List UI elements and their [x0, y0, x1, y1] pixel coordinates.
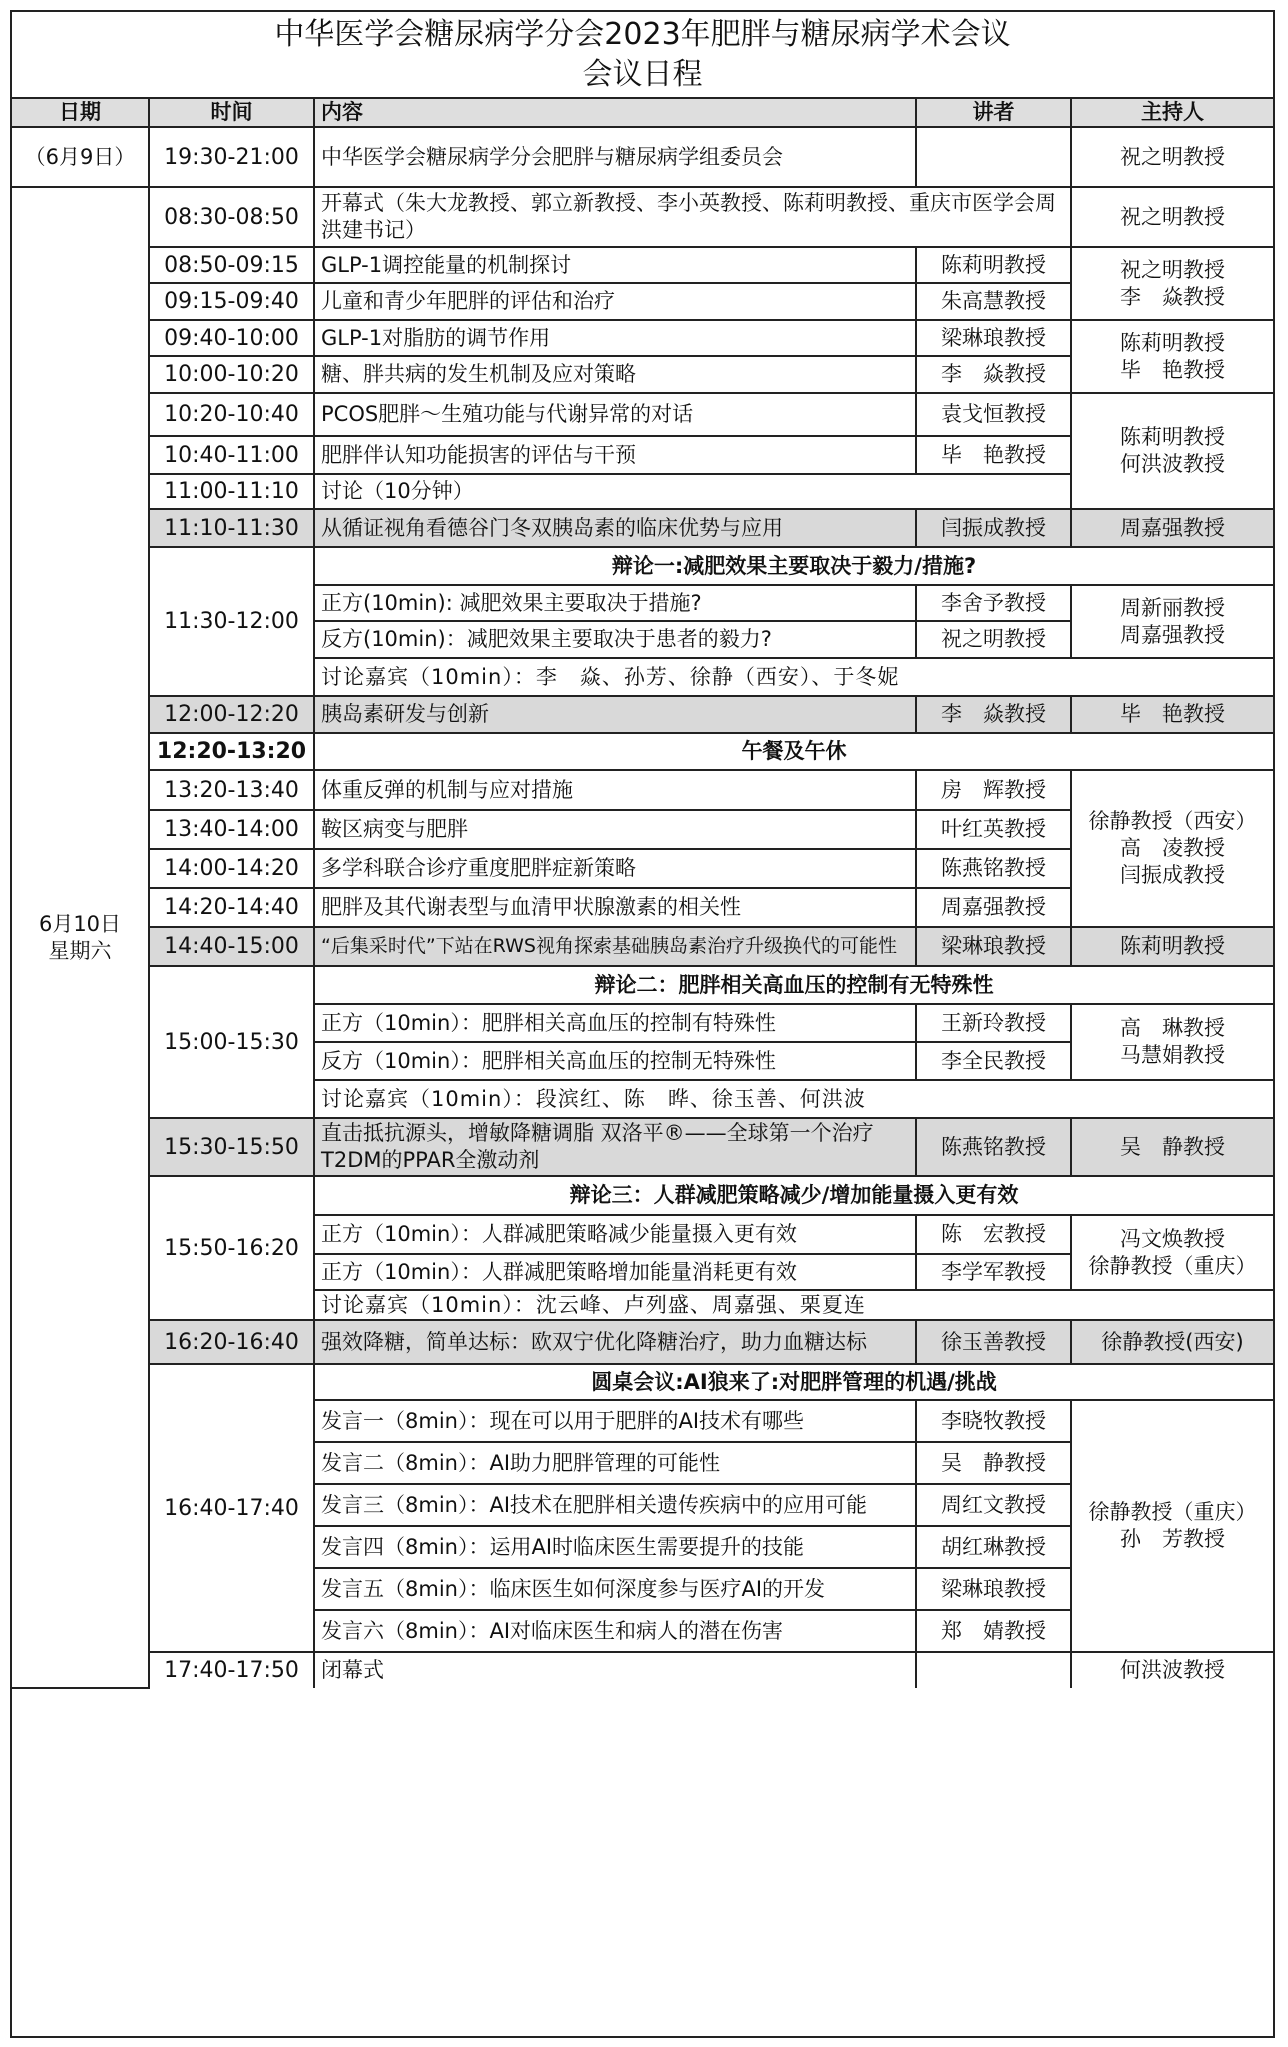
host-cell: 祝之明教授 [1071, 187, 1273, 247]
time-cell: 15:30-15:50 [149, 1118, 314, 1176]
content-cell: 中华医学会糖尿病学分会肥胖与糖尿病学组委员会 [314, 127, 916, 187]
header-date: 日期 [12, 99, 149, 127]
header-content: 内容 [314, 99, 916, 127]
speaker-cell: 陈燕铭教授 [916, 1118, 1071, 1176]
time-cell: 10:00-10:20 [149, 356, 314, 393]
content-cell: 儿童和青少年肥胖的评估和治疗 [314, 283, 916, 320]
content-cell: 直击抵抗源头，增敏降糖调脂 双洛平®——全球第一个治疗T2DM的PPAR全激动剂 [314, 1118, 916, 1176]
content-cell: GLP-1对脂肪的调节作用 [314, 320, 916, 356]
table-row [12, 509, 1273, 547]
speaker-cell: 李舍予教授 [916, 585, 1071, 621]
time-cell: 09:15-09:40 [149, 283, 314, 320]
speaker-cell: 王新玲教授 [916, 1004, 1071, 1042]
header-row [12, 99, 1273, 127]
table-row [12, 187, 1273, 247]
content-cell: 胰岛素研发与创新 [314, 696, 916, 733]
time-cell: 12:20-13:20 [149, 733, 314, 770]
time-cell: 15:00-15:30 [149, 966, 314, 1118]
speaker-cell [916, 127, 1071, 187]
content-cell: 强效降糖，简单达标：欧双宁优化降糖治疗，助力血糖达标 [314, 1320, 916, 1364]
content-cell: 肥胖伴认知功能损害的评估与干预 [314, 436, 916, 474]
guests-cell: 讨论嘉宾（10min）：李 焱、孙芳、徐静（西安）、于冬妮 [314, 658, 1273, 696]
speaker-cell: 陈燕铭教授 [916, 849, 1071, 888]
schedule-sheet [10, 10, 1275, 2038]
speaker-cell: 袁戈恒教授 [916, 393, 1071, 436]
page-title: 中华医学会糖尿病学分会2023年肥胖与糖尿病学术会议 [274, 17, 1011, 52]
title-block [12, 12, 1273, 99]
table-row [12, 1118, 1273, 1176]
debate-heading: 辩论三：人群减肥策略减少/增加能量摄入更有效 [314, 1176, 1273, 1215]
table-row [12, 247, 1273, 283]
time-cell: 11:10-11:30 [149, 509, 314, 547]
speaker-cell: 吴 静教授 [916, 1442, 1071, 1484]
speaker-cell: 郑 婧教授 [916, 1610, 1071, 1652]
time-cell: 15:50-16:20 [149, 1176, 314, 1320]
content-cell: 多学科联合诊疗重度肥胖症新策略 [314, 849, 916, 888]
content-cell: 反方(10min)：减肥效果主要取决于患者的毅力? [314, 621, 916, 658]
table-row [12, 127, 1273, 187]
time-cell: 13:20-13:40 [149, 770, 314, 810]
speaker-cell: 梁琳琅教授 [916, 927, 1071, 966]
debate-heading: 辩论一:减肥效果主要取决于毅力/措施? [314, 547, 1273, 585]
host-cell: 何洪波教授 [1071, 1652, 1273, 1688]
speaker-cell: 李晓牧教授 [916, 1400, 1071, 1442]
content-cell: 糖、胖共病的发生机制及应对策略 [314, 356, 916, 393]
speaker-cell: 周红文教授 [916, 1484, 1071, 1526]
content-cell: PCOS肥胖～生殖功能与代谢异常的对话 [314, 393, 916, 436]
time-cell: 13:40-14:00 [149, 810, 314, 849]
content-cell: 闭幕式 [314, 1652, 916, 1688]
speaker-cell: 梁琳琅教授 [916, 320, 1071, 356]
break-cell: 午餐及午休 [314, 733, 1273, 770]
host-cell: 陈莉明教授 何洪波教授 [1071, 393, 1273, 509]
roundtable-heading: 圆桌会议:AI狼来了:对肥胖管理的机遇/挑战 [314, 1364, 1273, 1400]
speaker-cell: 李全民教授 [916, 1042, 1071, 1080]
page-subtitle: 会议日程 [582, 57, 703, 92]
time-cell: 14:40-15:00 [149, 927, 314, 966]
time-cell: 14:20-14:40 [149, 888, 314, 927]
table-row [12, 927, 1273, 966]
host-cell: 祝之明教授 李 焱教授 [1071, 247, 1273, 320]
table-row [12, 547, 1273, 585]
content-cell: 体重反弹的机制与应对措施 [314, 770, 916, 810]
speaker-cell: 祝之明教授 [916, 621, 1071, 658]
host-cell: 徐静教授(西安) [1071, 1320, 1273, 1364]
time-cell: 19:30-21:00 [149, 127, 314, 187]
content-cell: 正方(10min): 减肥效果主要取决于措施? [314, 585, 916, 621]
host-cell: 周新丽教授 周嘉强教授 [1071, 585, 1273, 658]
time-cell: 09:40-10:00 [149, 320, 314, 356]
content-cell: 发言二（8min）：AI助力肥胖管理的可能性 [314, 1442, 916, 1484]
table-row [12, 1176, 1273, 1215]
speaker-cell: 房 辉教授 [916, 770, 1071, 810]
host-cell: 陈莉明教授 毕 艳教授 [1071, 320, 1273, 393]
content-cell: 正方（10min）：肥胖相关高血压的控制有特殊性 [314, 1004, 916, 1042]
content-cell: GLP-1调控能量的机制探讨 [314, 247, 916, 283]
speaker-cell: 闫振成教授 [916, 509, 1071, 547]
content-cell: 从循证视角看德谷门冬双胰岛素的临床优势与应用 [314, 509, 916, 547]
content-cell: 鞍区病变与肥胖 [314, 810, 916, 849]
time-cell: 10:20-10:40 [149, 393, 314, 436]
time-cell: 08:50-09:15 [149, 247, 314, 283]
time-cell: 16:20-16:40 [149, 1320, 314, 1364]
schedule-table [12, 99, 1273, 1689]
header-speaker: 讲者 [916, 99, 1071, 127]
content-cell: 发言一（8min）：现在可以用于肥胖的AI技术有哪些 [314, 1400, 916, 1442]
host-cell: 毕 艳教授 [1071, 696, 1273, 733]
speaker-cell: 陈莉明教授 [916, 247, 1071, 283]
weekday-line: 星期六 [48, 938, 112, 963]
header-host: 主持人 [1071, 99, 1273, 127]
table-row [12, 966, 1273, 1004]
content-cell: 肥胖及其代谢表型与血清甲状腺激素的相关性 [314, 888, 916, 927]
table-row [12, 733, 1273, 770]
table-row [12, 1364, 1273, 1400]
table-row [12, 1652, 1273, 1688]
content-cell: 正方（10min）：人群减肥策略减少能量摄入更有效 [314, 1215, 916, 1254]
time-cell: 16:40-17:40 [149, 1364, 314, 1652]
host-cell: 徐静教授（西安） 高 凌教授 闫振成教授 [1071, 770, 1273, 927]
time-cell: 17:40-17:50 [149, 1652, 314, 1688]
speaker-cell: 朱高慧教授 [916, 283, 1071, 320]
time-cell: 08:30-08:50 [149, 187, 314, 247]
time-cell: 11:30-12:00 [149, 547, 314, 696]
speaker-cell [916, 1652, 1071, 1688]
speaker-cell: 叶红英教授 [916, 810, 1071, 849]
date-line: 6月10日 [38, 911, 122, 936]
table-row [12, 320, 1273, 356]
content-cell: 发言三（8min）：AI技术在肥胖相关遗传疾病中的应用可能 [314, 1484, 916, 1526]
time-cell: 10:40-11:00 [149, 436, 314, 474]
date-cell: （6月9日） [12, 127, 149, 187]
speaker-cell: 李 焱教授 [916, 356, 1071, 393]
speaker-cell: 周嘉强教授 [916, 888, 1071, 927]
date-cell [12, 187, 149, 1688]
host-cell: 祝之明教授 [1071, 127, 1273, 187]
table-row [12, 770, 1273, 810]
content-cell: 讨论（10分钟） [314, 474, 1071, 509]
content-cell: 正方（10min）：人群减肥策略增加能量消耗更有效 [314, 1254, 916, 1290]
host-cell: 徐静教授（重庆） 孙 芳教授 [1071, 1400, 1273, 1652]
speaker-cell: 陈 宏教授 [916, 1215, 1071, 1254]
guests-cell: 讨论嘉宾（10min）：段滨红、陈 晔、徐玉善、何洪波 [314, 1080, 1273, 1118]
table-row [12, 696, 1273, 733]
speaker-cell: 胡红琳教授 [916, 1526, 1071, 1568]
debate-heading: 辩论二：肥胖相关高血压的控制有无特殊性 [314, 966, 1273, 1004]
content-cell: 开幕式（朱大龙教授、郭立新教授、李小英教授、陈莉明教授、重庆市医学会周洪建书记） [314, 187, 1071, 247]
content-cell: 发言五（8min）：临床医生如何深度参与医疗AI的开发 [314, 1568, 916, 1610]
speaker-cell: 梁琳琅教授 [916, 1568, 1071, 1610]
host-cell: 吴 静教授 [1071, 1118, 1273, 1176]
host-cell: 陈莉明教授 [1071, 927, 1273, 966]
speaker-cell: 李 焱教授 [916, 696, 1071, 733]
content-cell: 发言四（8min）：运用AI时临床医生需要提升的技能 [314, 1526, 916, 1568]
content-cell: 发言六（8min）：AI对临床医生和病人的潜在伤害 [314, 1610, 916, 1652]
content-cell: “后集采时代”下站在RWS视角探索基础胰岛素治疗升级换代的可能性 [314, 927, 916, 966]
time-cell: 12:00-12:20 [149, 696, 314, 733]
speaker-cell: 徐玉善教授 [916, 1320, 1071, 1364]
table-row [12, 393, 1273, 436]
host-cell: 周嘉强教授 [1071, 509, 1273, 547]
host-cell: 高 琳教授 马慧娟教授 [1071, 1004, 1273, 1080]
time-cell: 14:00-14:20 [149, 849, 314, 888]
content-cell: 反方（10min）：肥胖相关高血压的控制无特殊性 [314, 1042, 916, 1080]
time-cell: 11:00-11:10 [149, 474, 314, 509]
speaker-cell: 李学军教授 [916, 1254, 1071, 1290]
speaker-cell: 毕 艳教授 [916, 436, 1071, 474]
table-row [12, 1320, 1273, 1364]
host-cell: 冯文焕教授 徐静教授（重庆） [1071, 1215, 1273, 1290]
header-time: 时间 [149, 99, 314, 127]
guests-cell: 讨论嘉宾（10min）：沈云峰、卢列盛、周嘉强、栗夏连 [314, 1290, 1273, 1320]
